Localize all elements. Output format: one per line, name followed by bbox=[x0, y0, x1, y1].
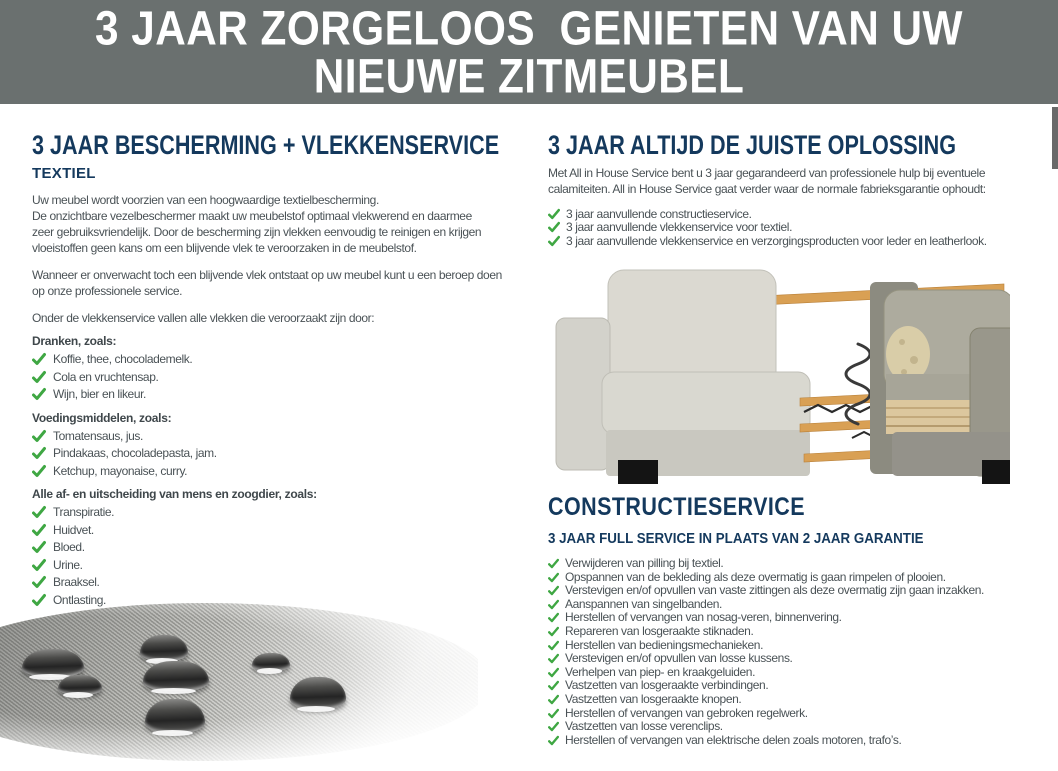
header-title-line2: NIEUWE ZITMEUBEL bbox=[313, 48, 745, 103]
checklist-item bbox=[548, 734, 1058, 748]
benefits-checklist bbox=[548, 208, 1053, 248]
checklist-item-label: Herstellen of vervangen van gebroken regelwerk. bbox=[565, 705, 808, 720]
header-title-line1: 3 JAAR ZORGELOOS GENIETEN VAN UW bbox=[95, 0, 963, 56]
checklist-item bbox=[548, 679, 1058, 693]
check-icon bbox=[548, 612, 559, 623]
scrollbar-thumb[interactable] bbox=[1052, 107, 1058, 169]
checklist-item bbox=[548, 639, 1058, 653]
checklist-item bbox=[32, 522, 524, 540]
checklist-item-label: Huidvet. bbox=[53, 522, 94, 537]
check-icon bbox=[548, 680, 559, 691]
check-icon bbox=[32, 387, 46, 401]
check-icon bbox=[548, 599, 559, 610]
checklist-item bbox=[548, 611, 1058, 625]
check-icon bbox=[32, 464, 46, 478]
checklist-item-label: Verhelpen van piep- en kraakgeluiden. bbox=[565, 664, 756, 679]
text-line: Met All in House Service bent u 3 jaar gegarandeerd van professionele hulp bij eventuele bbox=[548, 166, 986, 180]
checklist-item bbox=[32, 504, 524, 522]
checklist-item bbox=[32, 445, 524, 463]
drinks-group-label: Dranken, zoals: bbox=[32, 334, 117, 348]
checklist-item-label: Pindakaas, chocoladepasta, jam. bbox=[53, 446, 217, 460]
check-icon bbox=[32, 505, 46, 519]
checklist-item bbox=[32, 369, 524, 387]
checklist-item-label: Herstellen van bedieningsmechanieken. bbox=[565, 637, 764, 652]
checklist-item bbox=[32, 557, 524, 575]
excretion-group-label: Alle af- en uitscheiding van mens en zoogdier, zoals: bbox=[32, 487, 317, 501]
textiel-subheading: TEXTIEL bbox=[32, 165, 96, 182]
right-column-bottom bbox=[548, 494, 1058, 747]
checklist-item bbox=[32, 386, 524, 404]
checklist-item bbox=[548, 625, 1058, 639]
check-icon bbox=[32, 558, 46, 572]
service-claim-paragraph bbox=[32, 267, 524, 299]
checklist-item bbox=[32, 574, 524, 592]
check-icon bbox=[548, 694, 559, 705]
checklist-item-label: Repareren van losgeraakte stiknaden. bbox=[565, 623, 754, 638]
left-section-heading: 3 JAAR BESCHERMING + VLEKKENSERVICE bbox=[32, 130, 500, 160]
services-checklist bbox=[548, 557, 1058, 747]
check-icon bbox=[548, 585, 559, 596]
food-group-label: Voedingsmiddelen, zoals: bbox=[32, 410, 172, 425]
checklist-item-label: Tomatensaus, jus. bbox=[53, 428, 143, 443]
left-column bbox=[32, 131, 524, 616]
text-line: op onze professionele service. bbox=[32, 284, 183, 298]
checklist-item bbox=[32, 463, 524, 481]
checklist-item-label: 3 jaar aanvullende constructieservice. bbox=[566, 207, 752, 221]
checklist-item bbox=[548, 720, 1058, 734]
sofa-cutaway-drawing bbox=[552, 262, 1010, 486]
checklist-item bbox=[548, 208, 1053, 221]
check-icon bbox=[548, 235, 560, 247]
checklist-item bbox=[548, 235, 1053, 248]
check-icon bbox=[32, 575, 46, 589]
checklist-item-label: Cola en vruchtensap. bbox=[53, 369, 159, 384]
checklist-item bbox=[548, 666, 1058, 680]
drinks-checklist bbox=[32, 351, 524, 404]
check-icon bbox=[32, 523, 46, 537]
check-icon bbox=[548, 221, 560, 233]
water-droplet bbox=[252, 653, 290, 671]
checklist-item bbox=[32, 428, 524, 446]
check-icon bbox=[548, 572, 559, 583]
checklist-item bbox=[548, 584, 1058, 598]
text-line: Wanneer er onverwacht toch een blijvende vlek ontstaat op uw meubel kunt u een beroep doen bbox=[32, 268, 502, 282]
water-droplet bbox=[140, 635, 188, 661]
checklist-item-label: Verstevigen en/of opvullen van losse kussens. bbox=[565, 651, 793, 666]
house-service-paragraph bbox=[548, 165, 1053, 197]
constructieservice-heading: CONSTRUCTIESERVICE bbox=[548, 493, 806, 521]
checklist-item-label: Opspannen van de bekleding als deze overmatig is gaan rimpelen of plooien. bbox=[565, 569, 946, 584]
text-line: calamiteiten. All in House Service gaat verder waar de normale fabrieksgarantie ophoudt: bbox=[548, 182, 986, 196]
water-droplet bbox=[145, 699, 205, 733]
check-icon bbox=[32, 370, 46, 384]
check-icon bbox=[548, 721, 559, 732]
full-service-subheading: 3 JAAR FULL SERVICE IN PLAATS VAN 2 JAAR GARANTIE bbox=[548, 531, 924, 547]
checklist-item-label: Aanspannen van singelbanden. bbox=[565, 596, 722, 611]
checklist-item-label: Braaksel. bbox=[53, 575, 100, 589]
checklist-item-label: Verstevigen en/of opvullen van vaste zittingen als deze overmatig zijn gaan inzakken. bbox=[565, 583, 984, 598]
checklist-item bbox=[32, 539, 524, 557]
water-droplet bbox=[290, 677, 346, 709]
checklist-item-label: Verwijderen van pilling bij textiel. bbox=[565, 556, 724, 570]
header-banner bbox=[0, 0, 1058, 104]
checklist-item-label: Wijn, bier en likeur. bbox=[53, 387, 146, 401]
checklist-item-label: 3 jaar aanvullende vlekkenservice voor textiel. bbox=[566, 220, 792, 235]
check-icon bbox=[32, 352, 46, 366]
text-line: Uw meubel wordt voorzien van een hoogwaardige textielbescherming. bbox=[32, 193, 379, 207]
checklist-item bbox=[548, 693, 1058, 707]
checklist-item bbox=[32, 351, 524, 369]
checklist-item-label: Ketchup, mayonaise, curry. bbox=[53, 463, 188, 478]
checklist-item-label: Ontlasting. bbox=[53, 592, 106, 607]
food-group bbox=[32, 411, 524, 481]
checklist-item-label: 3 jaar aanvullende vlekkenservice en verzorgingsproducten voor leder en leatherlook. bbox=[566, 233, 987, 248]
checklist-item bbox=[548, 571, 1058, 585]
check-icon bbox=[32, 540, 46, 554]
water-droplet bbox=[22, 649, 84, 677]
checklist-item-label: Urine. bbox=[53, 557, 83, 572]
fabric-droplets-image bbox=[0, 603, 478, 761]
checklist-item-label: Koffie, thee, chocolademelk. bbox=[53, 352, 193, 366]
food-checklist bbox=[32, 428, 524, 481]
check-icon bbox=[548, 208, 560, 220]
checklist-item-label: Herstellen of vervangen van elektrische delen zoals motoren, trafo’s. bbox=[565, 732, 902, 747]
water-droplet bbox=[58, 675, 102, 695]
checklist-item-label: Vastzetten van losgeraakte verbindingen. bbox=[565, 678, 769, 693]
checklist-item bbox=[548, 707, 1058, 721]
stain-service-intro: Onder de vlekkenservice vallen alle vlekken die veroorzaakt zijn door: bbox=[32, 311, 375, 325]
excretion-group bbox=[32, 487, 524, 609]
excretion-checklist bbox=[32, 504, 524, 609]
text-line: De onzichtbare vezelbeschermer maakt uw meubelstof optimaal vlekwerend en daarmee bbox=[32, 209, 472, 223]
textile-protection-paragraph bbox=[32, 192, 524, 256]
checklist-item bbox=[548, 557, 1058, 571]
checklist-item-label: Transpiratie. bbox=[53, 505, 115, 519]
drinks-group bbox=[32, 334, 524, 404]
check-icon bbox=[548, 640, 559, 651]
check-icon bbox=[548, 735, 559, 746]
check-icon bbox=[548, 708, 559, 719]
checklist-item-label: Vastzetten van losgeraakte knopen. bbox=[565, 691, 742, 706]
checklist-item bbox=[548, 598, 1058, 612]
water-droplet bbox=[143, 661, 209, 691]
check-icon bbox=[548, 558, 559, 569]
checklist-item-label: Herstellen of vervangen van nosag-veren, binnenvering. bbox=[565, 610, 842, 625]
sofa-cutaway-image bbox=[552, 262, 1010, 486]
checklist-item bbox=[548, 652, 1058, 666]
checklist-item-label: Bloed. bbox=[53, 540, 85, 554]
right-column-top bbox=[548, 131, 1053, 248]
checklist-item-label: Vastzetten van losse verenclips. bbox=[565, 719, 723, 734]
right-section-heading: 3 JAAR ALTIJD DE JUISTE OPLOSSING bbox=[548, 130, 957, 160]
check-icon bbox=[548, 667, 559, 678]
checklist-item bbox=[548, 221, 1053, 234]
check-icon bbox=[548, 653, 559, 664]
check-icon bbox=[32, 429, 46, 443]
check-icon bbox=[548, 626, 559, 637]
text-line: zeer gebruiksvriendelijk. Door de bescherming zijn vlekken eenvoudig te reinigen en krijgen bbox=[32, 225, 482, 239]
text-line: vloeistoffen geen kans om een blijvende vlek te veroorzaken in de meubelstof. bbox=[32, 241, 417, 255]
check-icon bbox=[32, 446, 46, 460]
